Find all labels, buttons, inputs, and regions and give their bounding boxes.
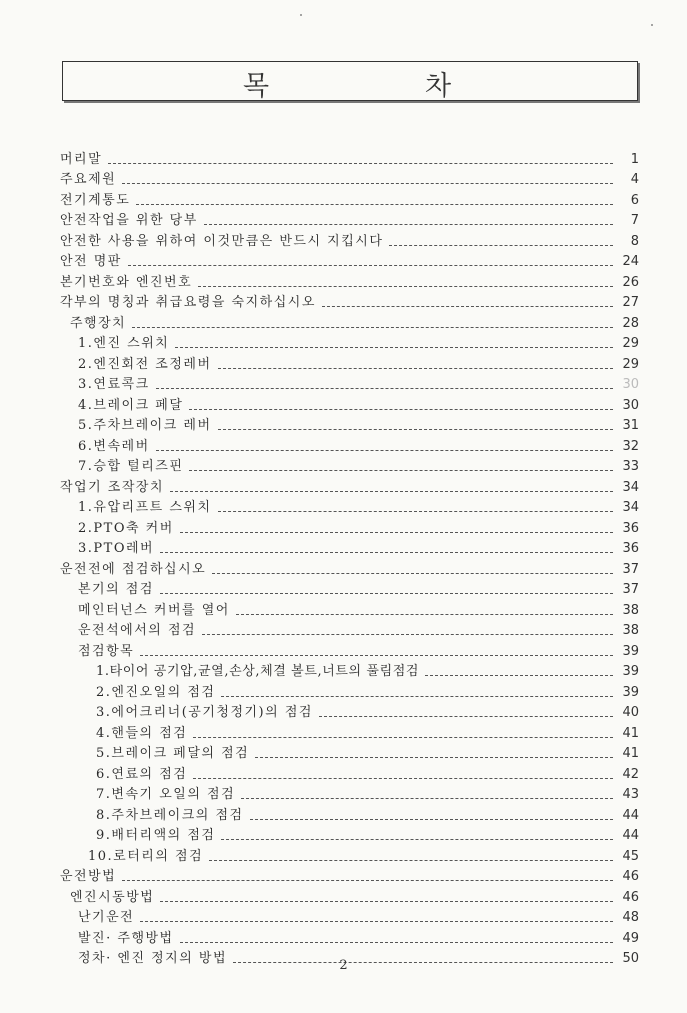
toc-entry-label: 주행장치 (70, 316, 127, 331)
toc-entry-label: 엔진시동방법 (70, 890, 155, 905)
dot-leader (198, 278, 613, 287)
dot-leader (218, 421, 614, 430)
dot-leader (189, 401, 613, 410)
toc-entry (96, 722, 639, 742)
toc-entry-label: 10.로터리의 점검 (88, 849, 204, 864)
toc-entry (78, 517, 639, 537)
toc-entry-page: 40 (622, 705, 639, 720)
dot-leader (319, 708, 613, 717)
toc-entry (96, 824, 639, 844)
toc-entry-label: 6.변속레버 (78, 439, 150, 454)
scan-speck (651, 24, 653, 26)
toc-entry (60, 291, 639, 311)
toc-entry-label: 3.PTO레버 (78, 541, 155, 556)
dot-leader (122, 872, 613, 881)
toc-entry-label: 운전방법 (60, 869, 117, 884)
toc-entry-page: 41 (622, 746, 639, 761)
toc-entry-page: 29 (622, 336, 639, 351)
dot-leader (160, 585, 613, 594)
toc-entry-page: 44 (622, 828, 639, 843)
toc-entry-label: 1.유압리프트 스위치 (78, 500, 212, 515)
toc-entry-page: 50 (622, 951, 639, 966)
toc-entry-label: 3.연료콕크 (78, 377, 150, 392)
toc-entry-label: 작업기 조작장치 (60, 480, 165, 495)
dot-leader (221, 831, 613, 840)
toc-title-box (62, 61, 638, 101)
toc-entry-page: 7 (630, 213, 639, 228)
toc-entry-label: 9.배터리액의 점검 (96, 828, 216, 843)
toc-entry (96, 804, 639, 824)
toc-entry-page: 37 (622, 562, 639, 577)
dot-leader (389, 237, 613, 246)
dot-leader (160, 893, 613, 902)
dot-leader (193, 770, 613, 779)
dot-leader (108, 155, 613, 164)
dot-leader (221, 688, 613, 697)
dot-leader (218, 503, 614, 512)
toc-entry-page: 42 (622, 767, 639, 782)
toc-entry-page: 39 (622, 685, 639, 700)
toc-entry-label: 본기번호와 엔진번호 (60, 275, 193, 290)
toc-entry-label: 1.타이어 공기압,균열,손상,체결 볼트,너트의 풀림점검 (96, 664, 420, 679)
toc-entry (88, 845, 639, 865)
toc-entry-label: 정차· 엔진 정지의 방법 (78, 951, 228, 966)
toc-entry-label: 4.브레이크 페달 (78, 398, 184, 413)
toc-entry (78, 640, 639, 660)
toc-entry (78, 394, 639, 414)
dot-leader (250, 811, 613, 820)
toc-entry (96, 701, 639, 721)
toc-entry (78, 353, 639, 373)
toc-entry (78, 373, 639, 393)
page-number: 2 (339, 958, 348, 973)
dot-leader (193, 729, 613, 738)
toc-entry-label: 주요제원 (60, 172, 117, 187)
toc-entry (78, 906, 639, 926)
toc-entry-page: 32 (622, 439, 639, 454)
toc-entry-page: 26 (622, 275, 639, 290)
dot-leader (209, 852, 613, 861)
toc-entry-page: 34 (622, 500, 639, 515)
toc-entry (96, 681, 639, 701)
dot-leader (156, 442, 613, 451)
toc-entry (78, 435, 639, 455)
toc-entry-page: 39 (622, 664, 639, 679)
toc-entry-label: 전기계통도 (60, 193, 131, 208)
toc-entry-label: 안전 명판 (60, 254, 122, 269)
toc-entry-label: 7.승합 털리즈핀 (78, 459, 184, 474)
toc-entry-page: 24 (622, 254, 639, 269)
toc-entry-page: 39 (622, 644, 639, 659)
toc-title-char-2: 차 (425, 71, 452, 102)
toc-entry-page: 6 (630, 193, 639, 208)
toc-entry-page: 45 (622, 849, 639, 864)
toc-entry-label: 난기운전 (78, 910, 135, 925)
dot-leader (180, 524, 613, 533)
toc-entry-page: 28 (622, 316, 639, 331)
toc-entry (78, 619, 639, 639)
toc-entry (78, 578, 639, 598)
toc-entry (60, 476, 639, 496)
toc-entry-page: 31 (622, 418, 639, 433)
dot-leader (128, 257, 613, 266)
toc-entry-page: 30 (622, 398, 639, 413)
toc-entry-label: 안전한 사용을 위하여 이것만큼은 반드시 지킵시다 (60, 234, 384, 249)
dot-leader (189, 462, 613, 471)
dot-leader (170, 483, 613, 492)
toc-entry-page: 44 (622, 808, 639, 823)
dot-leader (322, 298, 613, 307)
toc-entry-label: 본기의 점검 (78, 582, 154, 597)
dot-leader (236, 606, 613, 615)
toc-entry-label: 발진· 주행방법 (78, 931, 174, 946)
dot-leader (218, 360, 614, 369)
toc-entry-label: 5.브레이크 페달의 점검 (96, 746, 250, 761)
toc-entry-page: 38 (622, 623, 639, 638)
toc-entry (78, 927, 639, 947)
toc-entry-page: 43 (622, 787, 639, 802)
toc-entry (78, 455, 639, 475)
toc-entry-page: 37 (622, 582, 639, 597)
dot-leader (175, 339, 613, 348)
dot-leader (202, 626, 613, 635)
toc-entry (60, 250, 639, 270)
toc-entry (96, 783, 639, 803)
toc-entry-page: 41 (622, 726, 639, 741)
toc-entry (70, 886, 639, 906)
dot-leader (122, 175, 613, 184)
dot-leader (132, 319, 613, 328)
toc-entry (78, 496, 639, 516)
dot-leader (425, 667, 613, 676)
scan-speck (300, 14, 302, 16)
toc-entry-label: 5.주차브레이크 레버 (78, 418, 212, 433)
dot-leader (204, 216, 613, 225)
toc-entry (70, 312, 639, 332)
toc-entry-page: 4 (630, 172, 639, 187)
toc-entry (78, 599, 639, 619)
dot-leader (140, 913, 613, 922)
toc-entry (60, 865, 639, 885)
toc-entry-label: 머리말 (60, 152, 103, 167)
toc-entry-label: 6.연료의 점검 (96, 767, 188, 782)
toc-entry-page: 1 (630, 152, 639, 167)
toc-entry-label: 안전작업을 위한 당부 (60, 213, 198, 228)
toc-entry-page: 38 (622, 603, 639, 618)
toc-entry-label: 2.엔진회전 조정레버 (78, 357, 212, 372)
toc-entry (96, 660, 639, 680)
toc-entry (60, 558, 639, 578)
toc-entry-label: 운전석에서의 점검 (78, 623, 197, 638)
toc-entry-page: 8 (630, 234, 639, 249)
dot-leader (160, 544, 613, 553)
toc-entry (60, 168, 639, 188)
toc-entry (60, 209, 639, 229)
toc-entry (96, 763, 639, 783)
toc-entry-page: 36 (622, 521, 639, 536)
toc-entry-page: 46 (622, 890, 639, 905)
toc-entry-page: 34 (622, 480, 639, 495)
toc-entry-page: 48 (622, 910, 639, 925)
toc-entry (60, 230, 639, 250)
toc-entry-page: 30 (622, 377, 639, 392)
toc-entry-page: 29 (622, 357, 639, 372)
toc-entry-label: 메인터넌스 커버를 열어 (78, 603, 230, 618)
dot-leader (255, 749, 613, 758)
toc-entry (60, 189, 639, 209)
toc-entry-page: 27 (622, 295, 639, 310)
toc-entry-page: 33 (622, 459, 639, 474)
toc-entry (96, 742, 639, 762)
dot-leader (180, 934, 613, 943)
toc-entry-label: 3.에어크리너(공기청정기)의 점검 (96, 705, 313, 720)
toc-entry-label: 7.변속기 오일의 점검 (96, 787, 236, 802)
dot-leader (140, 647, 613, 656)
toc-entry (60, 148, 639, 168)
toc-entry-label: 2.엔진오일의 점검 (96, 685, 216, 700)
toc-entry-label: 8.주차브레이크의 점검 (96, 808, 244, 823)
toc-entry (78, 537, 639, 557)
toc-title-char-1: 목 (243, 71, 270, 102)
toc-entry-label: 점검항목 (78, 644, 135, 659)
toc-entry-page: 36 (622, 541, 639, 556)
toc-entry (78, 414, 639, 434)
toc-entry (60, 271, 639, 291)
toc-entry-page: 46 (622, 869, 639, 884)
toc-entry-page: 49 (622, 931, 639, 946)
toc-entry-label: 2.PTO축 커버 (78, 521, 174, 536)
toc-entry-label: 4.핸들의 점검 (96, 726, 188, 741)
dot-leader (212, 565, 613, 574)
toc-entry-label: 각부의 명칭과 취급요령을 숙지하십시오 (60, 295, 316, 310)
dot-leader (156, 380, 613, 389)
toc-entry-label: 운전전에 점검하십시오 (60, 562, 207, 577)
dot-leader (241, 790, 613, 799)
toc-entry (78, 332, 639, 352)
dot-leader (136, 196, 613, 205)
toc-entry-label: 1.엔진 스위치 (78, 336, 170, 351)
